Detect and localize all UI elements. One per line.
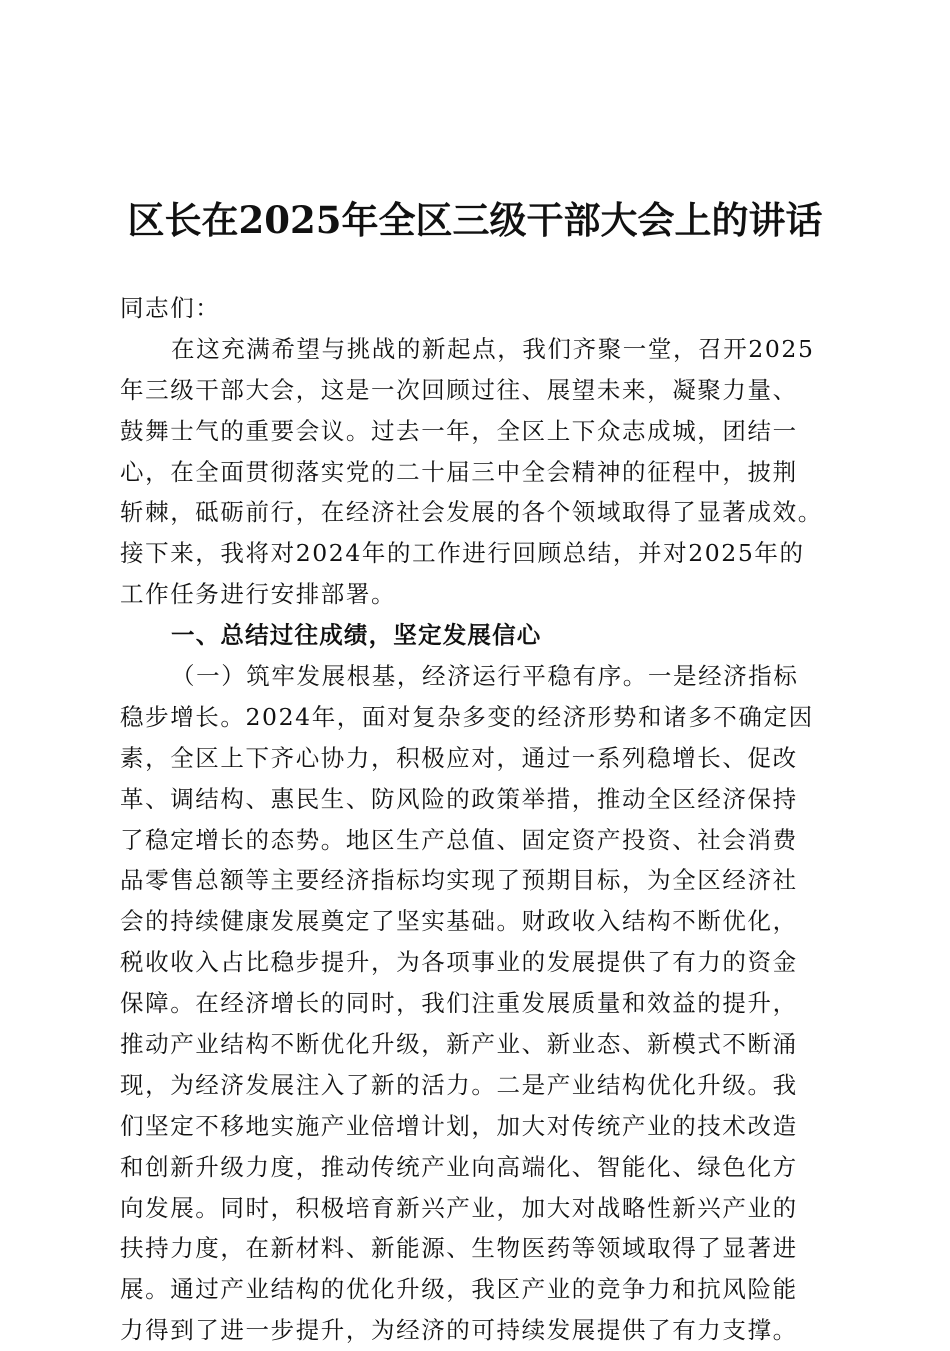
paragraph-line: 斩棘，砥砺前行，在经济社会发展的各个领域取得了显著成效。: [120, 498, 823, 527]
section-paragraph: [120, 656, 832, 1351]
paragraph-line: 接下来，我将对2024年的工作进行回顾总结，并对2025年的: [120, 539, 805, 568]
paragraph-line: 鼓舞士气的重要会议。过去一年，全区上下众志成城，团结一: [120, 416, 798, 445]
paragraph-line: 年三级干部大会，这是一次回顾过往、展望未来，凝聚力量、: [120, 375, 798, 404]
greeting: 同志们：: [120, 294, 221, 322]
paragraph-line: 们坚定不移地实施产业倍增计划，加大对传统产业的技术改造: [120, 1111, 798, 1140]
paragraph-line: 推动产业结构不断优化升级，新产业、新业态、新模式不断涌: [120, 1030, 798, 1059]
paragraph-line: 和创新升级力度，推动传统产业向高端化、智能化、绿色化方: [120, 1152, 798, 1181]
paragraph-line: 工作任务进行安排部署。: [120, 580, 397, 609]
paragraph-line: 展。通过产业结构的优化升级，我区产业的竞争力和抗风险能: [120, 1275, 798, 1304]
paragraph-line: 革、调结构、惠民生、防风险的政策举措，推动全区经济保持: [120, 784, 798, 813]
document-body: [120, 288, 832, 1351]
paragraph-line: 会的持续健康发展奠定了坚实基础。财政收入结构不断优化，: [120, 907, 798, 936]
paragraph-line: 扶持力度，在新材料、新能源、生物医药等领域取得了显著进: [120, 1234, 798, 1263]
page-title: 区长在2025年全区三级干部大会上的讲话: [127, 198, 823, 242]
paragraph-line: （一）筑牢发展根基，经济运行平稳有序。一是经济指标: [171, 662, 799, 691]
section-heading: 一、总结过往成绩，坚定发展信心: [171, 621, 542, 650]
paragraph-line: 向发展。同时，积极培育新兴产业，加大对战略性新兴产业的: [120, 1193, 798, 1222]
paragraph-line: 素，全区上下齐心协力，积极应对，通过一系列稳增长、促改: [120, 743, 798, 772]
paragraph-line: 力得到了进一步提升，为经济的可持续发展提供了有力支撑。: [120, 1316, 798, 1345]
paragraph-line: 税收收入占比稳步提升，为各项事业的发展提供了有力的资金: [120, 948, 798, 977]
paragraph-line: 现，为经济发展注入了新的活力。二是产业结构优化升级。我: [120, 1070, 798, 1099]
paragraph-line: 在这充满希望与挑战的新起点，我们齐聚一堂，召开2025: [171, 334, 815, 363]
paragraph-line: 品零售总额等主要经济指标均实现了预期目标，为全区经济社: [120, 866, 798, 895]
paragraph-line: 心，在全面贯彻落实党的二十届三中全会精神的征程中，披荆: [120, 457, 798, 486]
paragraph-line: 了稳定增长的态势。地区生产总值、固定资产投资、社会消费: [120, 825, 798, 854]
paragraph-line: 稳步增长。2024年，面对复杂多变的经济形势和诸多不确定因: [120, 702, 814, 731]
paragraph-line: 保障。在经济增长的同时，我们注重发展质量和效益的提升，: [120, 989, 798, 1018]
intro-paragraph: [120, 329, 832, 615]
